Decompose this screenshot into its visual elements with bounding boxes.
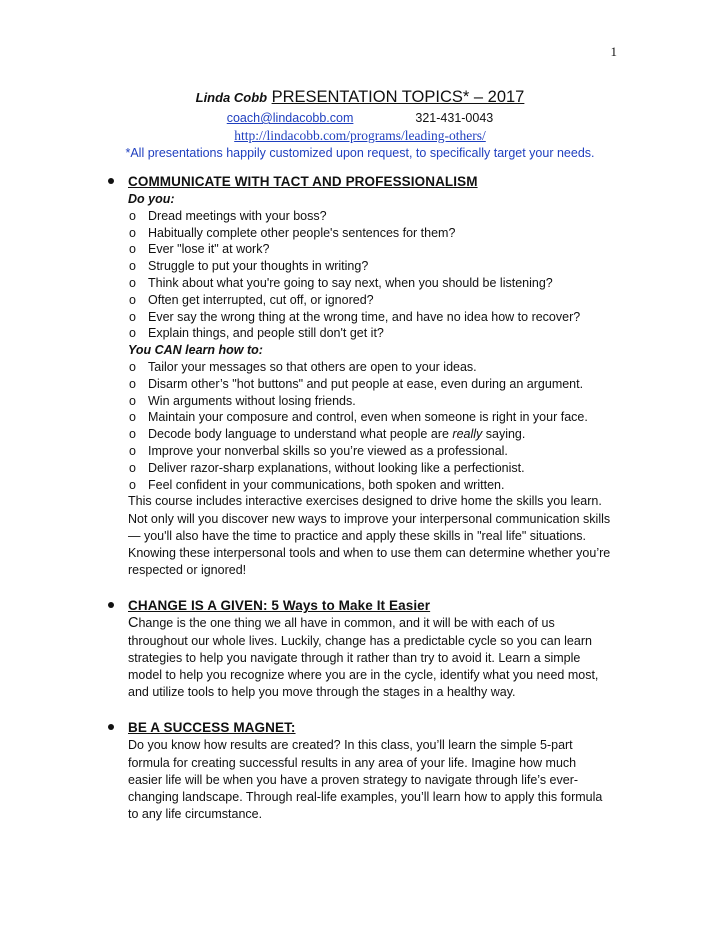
contact-line (0, 110, 720, 127)
topics-list (0, 172, 720, 823)
list-item: o Decode body language to understand what people are really saying. (129, 427, 526, 442)
list-item: o Deliver razor-sharp explanations, without looking like a perfectionist. (129, 460, 525, 475)
circle-bullet-icon: o (129, 359, 136, 374)
title-line (0, 86, 720, 109)
circle-bullet-icon: o (129, 427, 136, 442)
circle-bullet-icon: o (129, 477, 136, 492)
circle-bullet-icon: o (129, 225, 136, 240)
topic-title: BE A SUCCESS MAGNET: (128, 720, 296, 736)
can-learn-label: You CAN learn how to: (128, 343, 263, 358)
phone-number: 321-431-0043 (415, 111, 494, 125)
list-item: o Struggle to put your thoughts in writing? (129, 259, 369, 274)
bullet-icon (108, 602, 114, 608)
list-item: o Tailor your messages so that others are open to your ideas. (129, 359, 477, 374)
list-item: o Improve your nonverbal skills so you’re viewed as a professional. (129, 443, 508, 458)
circle-bullet-icon: o (129, 460, 136, 475)
list-item: o Think about what you're going to say next, when you should be listening? (129, 275, 553, 290)
topic-title: COMMUNICATE WITH TACT AND PROFESSIONALISM (128, 174, 478, 189)
list-item: o Explain things, and people still don't get it? (129, 326, 384, 341)
list-item: o Feel confident in your communications, both spoken and written. (129, 477, 505, 492)
can-learn-list (128, 359, 613, 493)
circle-bullet-icon: o (129, 376, 136, 391)
url-line (0, 127, 720, 145)
list-item: o Win arguments without losing friends. (129, 393, 356, 408)
bullet-icon (108, 178, 114, 184)
circle-bullet-icon: o (129, 208, 136, 223)
topic-description: Do you know how results are created? In this class, you’ll learn the simple 5-part formula for creating successful results in any area of your life. Imagine how much easier life will be when you have a proven strategy to navigate through life’s ever-changing landscape. Through real-life examples, you’ll learn how to apply this formula to any life circumstance. (128, 738, 603, 822)
circle-bullet-icon: o (129, 309, 136, 324)
circle-bullet-icon: o (129, 410, 136, 425)
bullet-icon (108, 724, 114, 730)
email-link[interactable]: coach@lindacobb.com (226, 111, 354, 125)
list-item: o Dread meetings with your boss? (129, 208, 327, 223)
website-link[interactable]: http://lindacobb.com/programs/leading-others/ (234, 128, 486, 143)
list-item: o Habitually complete other people's sentences for them? (129, 225, 456, 240)
circle-bullet-icon: o (129, 275, 136, 290)
topic-communicate (128, 172, 613, 579)
circle-bullet-icon: o (129, 242, 136, 257)
do-you-label: Do you: (128, 192, 175, 206)
list-item: o Disarm other’s "hot buttons" and put people at ease, even during an argument. (129, 376, 584, 391)
circle-bullet-icon: o (129, 393, 136, 408)
topic-change (128, 596, 613, 701)
list-item: o Often get interrupted, cut off, or ignored? (129, 292, 374, 307)
circle-bullet-icon: o (129, 443, 136, 458)
list-item: o Ever "lose it" at work? (129, 242, 270, 257)
circle-bullet-icon: o (129, 292, 136, 307)
page-number: 1 (610, 44, 617, 59)
emphasis-text: really (452, 427, 483, 442)
circle-bullet-icon: o (129, 326, 136, 341)
document-title: PRESENTATION TOPICS* – 2017 (271, 88, 525, 106)
topic-title: CHANGE IS A GIVEN: 5 Ways to Make It Easier (128, 598, 431, 614)
topic-description: This course includes interactive exercises designed to drive home the skills you learn. Not only will you discover new ways to improve your interpersonal communication skills — you'll also have the time to practice and apply these skills in "real life" situations. Knowing these interpersonal tools and when to use them can determine whether you’re respected or ignored! (128, 494, 611, 578)
circle-bullet-icon: o (129, 259, 136, 274)
document-header (0, 86, 720, 162)
topic-description: Change is the one thing we all have in common, and it will be with each of us throughout our whole lives. Luckily, change has a predictable cycle so you can learn strategies to help you navigate through it rather than try to avoid it. Learn a simple model to help you recognize where you are in the cycle, identify what you need most, and utilize tools to help you move through the stages in a healthy way. (128, 615, 599, 700)
list-item: o Ever say the wrong thing at the wrong time, and have no idea how to recover? (129, 309, 581, 324)
author-name: Linda Cobb (195, 90, 268, 105)
topic-success-magnet (128, 718, 613, 823)
list-item: o Maintain your composure and control, even when someone is right in your face. (129, 410, 588, 425)
do-you-list (128, 208, 613, 342)
customization-note: *All presentations happily customized upon request, to specifically target your needs. (125, 146, 595, 160)
